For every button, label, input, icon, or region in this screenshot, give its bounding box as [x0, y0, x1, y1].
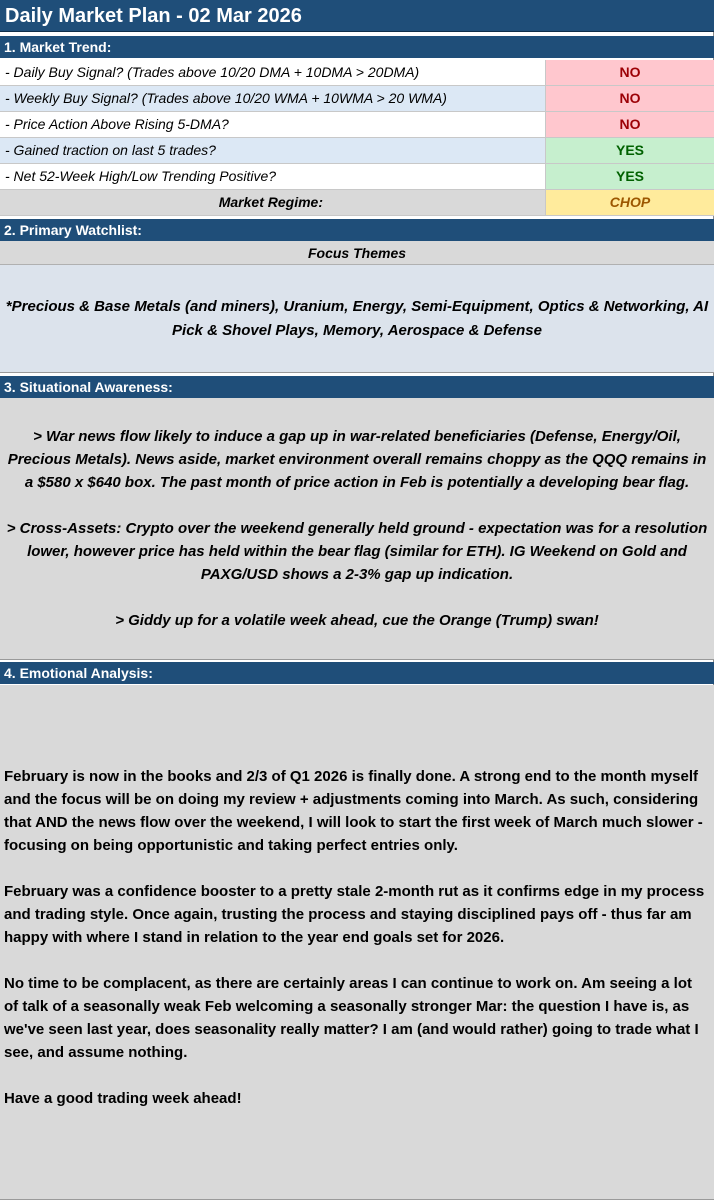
situational-paragraph: > Cross-Assets: Crypto over the weekend generally held ground - expectation was for a resolution lower, however price has held within the bear flag (similar for ETH). IG Weekend on Gold and PAXG/USD shows a 2-3% gap up indication.	[6, 520, 708, 583]
trend-row-label: - Price Action Above Rising 5-DMA?	[0, 112, 546, 137]
trend-row-52-week	[0, 164, 714, 190]
emotional-paragraph: February is now in the books and 2/3 of Q1 2026 is finally done. A strong end to the month myself and the focus will be on doing my review + adjustments coming into March. As such, considering that AND the news flow over the weekend, I will look to start the first week of March much slower - focusing on being opportunistic and taking perfect entries only.	[4, 768, 703, 854]
emotional-paragraph: Have a good trading week ahead!	[4, 1090, 242, 1107]
trend-row-value: YES	[546, 164, 714, 189]
market-regime-label: Market Regime:	[0, 190, 546, 215]
situational-paragraph: > Giddy up for a volatile week ahead, cue the Orange (Trump) swan!	[115, 612, 599, 629]
emotional-paragraph: February was a confidence booster to a pretty stale 2-month rut as it confirms edge in my process and trading style. Once again, trusting the process and staying disciplined pays off - thus far am happy with where I stand in relation to the year end goals set for 2026.	[4, 883, 705, 946]
trend-row-label: - Daily Buy Signal? (Trades above 10/20 DMA + 10DMA > 20DMA)	[0, 60, 546, 85]
focus-themes-title: Focus Themes	[0, 241, 714, 265]
market-regime-row	[0, 190, 714, 216]
focus-themes-text	[0, 265, 714, 373]
emotional-analysis-text	[0, 685, 714, 1200]
section-header-watchlist: 2. Primary Watchlist:	[0, 219, 714, 241]
trend-row-weekly-buy	[0, 86, 714, 112]
section-header-situational: 3. Situational Awareness:	[0, 376, 714, 398]
trend-row-label: - Net 52-Week High/Low Trending Positive?	[0, 164, 546, 189]
section-header-market-trend: 1. Market Trend:	[0, 36, 714, 58]
trend-row-value: YES	[546, 138, 714, 163]
situational-paragraph: > War news flow likely to induce a gap up in war-related beneficiaries (Defense, Energy/Oil, Precious Metals). News aside, market environment overall remains choppy as the QQQ remains in a $580 x $640 box. The past month of price action in Feb is potentially a developing bear flag.	[7, 428, 707, 491]
focus-themes-list: *Precious & Base Metals (and miners), Uranium, Energy, Semi-Equipment, Optics & Networking, AI Pick & Shovel Plays, Memory, Aerospace & Defense	[5, 297, 709, 339]
trend-row-daily-buy	[0, 60, 714, 86]
trend-row-price-action	[0, 112, 714, 138]
trend-row-value: NO	[546, 60, 714, 85]
trend-row-value: NO	[546, 86, 714, 111]
section-header-emotional: 4. Emotional Analysis:	[0, 662, 714, 684]
trend-row-traction	[0, 138, 714, 164]
emotional-paragraph: No time to be complacent, as there are certainly areas I can continue to work on. Am seeing a lot of talk of a seasonally weak Feb welcoming a seasonally stronger Mar: the question I have is, as we've seen last year, does seasonality really matter? I am (and would rather) going to trade what I see, and assume nothing.	[4, 975, 699, 1061]
trend-row-label: - Gained traction on last 5 trades?	[0, 138, 546, 163]
situational-awareness-text	[0, 398, 714, 660]
page-title: Daily Market Plan - 02 Mar 2026	[0, 0, 714, 32]
trend-row-label: - Weekly Buy Signal? (Trades above 10/20 WMA + 10WMA > 20 WMA)	[0, 86, 546, 111]
market-regime-value: CHOP	[546, 190, 714, 215]
trend-row-value: NO	[546, 112, 714, 137]
